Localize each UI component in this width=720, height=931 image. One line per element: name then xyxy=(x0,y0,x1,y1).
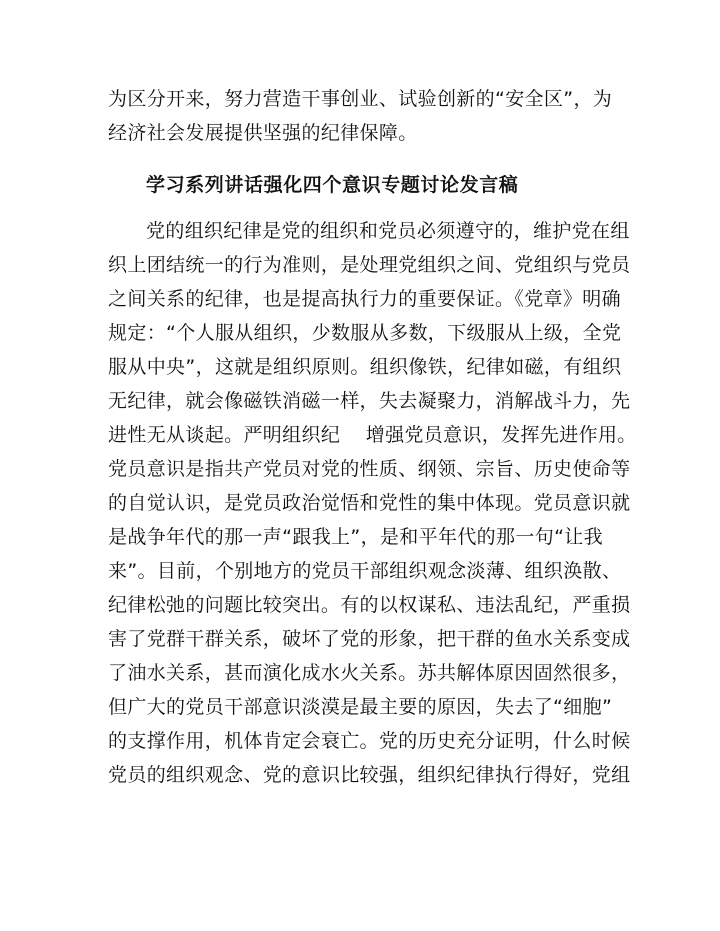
intro-line-2: 经济社会发展提供坚强的纪律保障。 xyxy=(108,122,418,144)
intro-line-1: 为区分开来，努力营造干事创业、试验创新的“安全区”，为 xyxy=(108,88,613,110)
body-line-6: 无纪律，就会像磁铁消磁一样，失去凝聚力，消解战斗力，先 xyxy=(108,390,631,412)
body-line-2: 织上团结统一的行为准则，是处理党组织之间、党组织与党员 xyxy=(108,254,631,276)
body-line-10: 是战争年代的那一声“跟我上”，是和平年代的那一句“让我 xyxy=(108,526,603,548)
body-line-16: 的支撑作用，机体肯定会衰亡。党的历史充分证明，什么时候 xyxy=(108,730,631,752)
body-line-12: 纪律松弛的问题比较突出。有的以权谋私、违法乱纪，严重损 xyxy=(108,594,631,616)
body-line-7: 进性无从谈起。严明组织纪 增强党员意识，发挥先进作用。 xyxy=(108,424,637,446)
body-line-14: 了油水关系，甚而演化成水火关系。苏共解体原因固然很多， xyxy=(108,662,631,684)
body-line-5: 服从中央”，这就是组织原则。组织像铁，纪律如磁，有组织 xyxy=(108,356,622,378)
section-heading: 学习系列讲话强化四个意识专题讨论发言稿 xyxy=(146,174,519,196)
body-line-3: 之间关系的纪律，也是提高执行力的重要保证。《党章》明确 xyxy=(108,288,621,310)
body-line-11: 来”。目前，个别地方的党员干部组织观念淡薄、组织涣散、 xyxy=(108,560,622,582)
body-line-17: 党员的组织观念、党的意识比较强，组织纪律执行得好，党组 xyxy=(108,764,631,786)
body-line-15: 但广大的党员干部意识淡漠是最主要的原因，失去了“细胞” xyxy=(108,696,613,718)
body-line-4: 规定：“个人服从组织，少数服从多数，下级服从上级，全党 xyxy=(108,322,622,344)
body-line-1: 党的组织纪律是党的组织和党员必须遵守的，维护党在组 xyxy=(146,220,630,242)
body-line-13: 害了党群干群关系，破坏了党的形象，把干群的鱼水关系变成 xyxy=(108,628,631,650)
body-line-9: 的自觉认识，是党员政治觉悟和党性的集中体现。党员意识就 xyxy=(108,492,631,514)
body-line-8: 党员意识是指共产党员对党的性质、纲领、宗旨、历史使命等 xyxy=(108,458,631,480)
